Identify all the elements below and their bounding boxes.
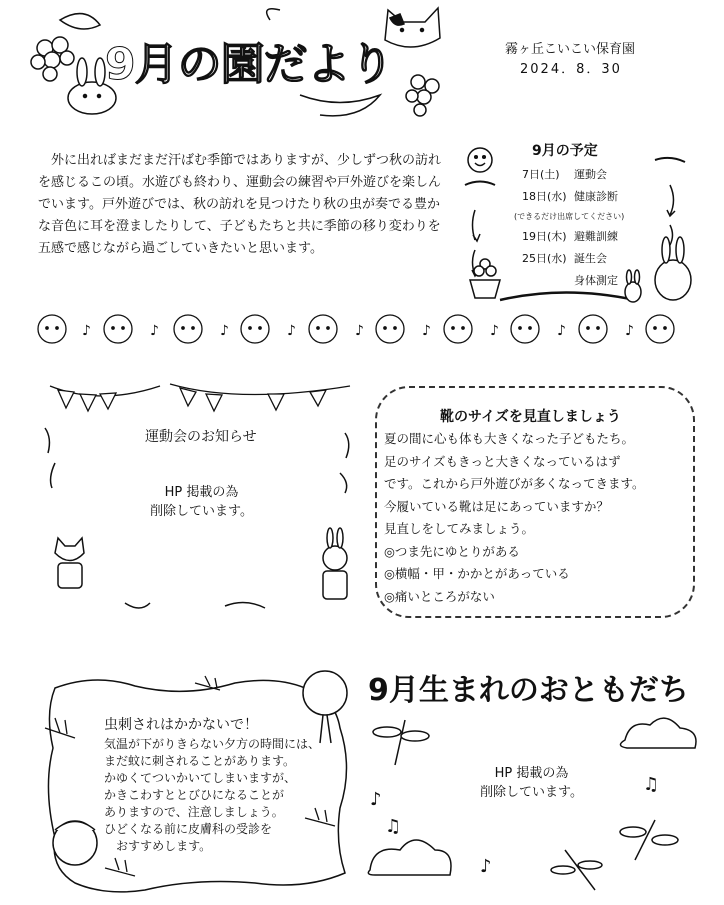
fruit-face-icon (511, 315, 539, 343)
schedule-event: 健康診断 (574, 190, 618, 203)
schedule-date: 19日(木) (522, 230, 567, 243)
fruit-face-icon (174, 315, 202, 343)
rabbit-icon (323, 528, 347, 599)
schedule-row (522, 225, 642, 247)
sports-day-title: 運動会のお知らせ (145, 429, 257, 445)
schedule-row (522, 247, 642, 269)
schedule-date: 7日(土) (522, 168, 560, 181)
music-note-icon: ♪ (625, 323, 634, 339)
cat-icon (55, 538, 84, 588)
dragonfly-icon (551, 820, 678, 890)
page-title: 9月の園だより (105, 39, 393, 90)
shoes-title: 靴のサイズを見直しましょう (440, 409, 621, 425)
dragonfly-icon (373, 720, 429, 765)
dango-icon (470, 259, 500, 298)
fruit-face-icon (646, 315, 674, 343)
fruit-face-icon (444, 315, 472, 343)
birthdays-body (480, 764, 583, 802)
mosquito-line: おすすめします。 (104, 839, 212, 853)
grapes-icon (406, 75, 439, 116)
shoes-line: 見直しをしてみましょう。 (384, 521, 535, 536)
shoes-line: 夏の間に心も体も大きくなった子どもたち。 (384, 431, 635, 446)
mosquito-line: ひどくなる前に皮膚科の受診を (104, 822, 273, 836)
schedule-date: 25日(水) (522, 252, 567, 265)
music-note-icon: ♪ (150, 323, 159, 339)
schedule-note: (できるだけ出席してください) (514, 211, 625, 221)
music-note-icon: ♪ (422, 323, 431, 339)
birthdays-decoration (365, 710, 715, 900)
fruit-face-icon (241, 315, 269, 343)
schedule-event: 避難訓練 (574, 230, 618, 243)
shoes-line: 今履いている靴は足にあっていますか？ (384, 498, 609, 514)
shoes-line: ◎横幅・甲・かかとがあっている (384, 566, 570, 581)
music-note-icon: ♪ (557, 323, 566, 339)
schedule-event: 身体測定 (574, 274, 618, 287)
schedule-event: 誕生会 (574, 252, 607, 265)
shoes-line: ◎つま先にゆとりがある (384, 543, 520, 559)
shoes-line: です。これから戸外遊びが多くなってきます。 (384, 476, 645, 491)
mosquito-line: ありますので、注意しましょう。 (104, 805, 284, 819)
fruit-face-icon (579, 315, 607, 343)
birthdays-line: HP 掲載の為 (494, 766, 569, 781)
shoes-line: ◎痛いところがない (384, 588, 495, 604)
schedule-date: 18日(水) (522, 190, 567, 203)
fruit-face-icon (376, 315, 404, 343)
mosquito-line: 気温が下がりきらない夕方の時間には、 (104, 737, 321, 751)
sports-day-body (150, 483, 253, 521)
intro-paragraph: 外に出ればまだまだ汗ばむ季節ではありますが、少しずつ秋の訪れを感じるこの頃。水遊びも終わり、運動会の練習や戸外遊びを楽しんでいます。戸外遊びでは、秋の訪れを見つけたり秋の虫が奏でる豊かな音色に耳を澄ましたりして、子どもたちと共に季節の移り変わりを五感で感じながら過ごしていきたいと思います。 (38, 153, 442, 256)
music-note-icon: ♫ (385, 816, 402, 837)
child-icon (53, 821, 97, 865)
mosquito-body (104, 736, 334, 855)
tree-icon (303, 671, 347, 743)
sports-day-line: HP 掲載の為 (164, 485, 239, 500)
shoes-line: 足のサイズもきっと大きくなっているはず (384, 453, 621, 469)
birthdays-title: 9月生まれのおともだち (368, 673, 689, 708)
schedule-row (522, 185, 642, 207)
mosquito-line: まだ蚊に刺されることがあります。 (104, 754, 296, 768)
music-note-icon: ♪ (480, 856, 492, 877)
sports-day-line: 削除しています。 (150, 504, 253, 519)
issue-date: 2024．8．30 (520, 62, 622, 77)
music-note-icon: ♪ (220, 323, 229, 339)
schedule-list (514, 163, 642, 291)
schedule-event: 運動会 (574, 168, 607, 181)
grapes-icon (31, 14, 100, 81)
cat-icon (385, 8, 440, 47)
music-note-icon: ♪ (490, 323, 499, 339)
bunting-icon (50, 384, 350, 411)
mosquito-line: かきこわすととびひになることが (104, 788, 285, 802)
birthdays-line: 削除しています。 (480, 785, 583, 800)
music-note-icon: ♫ (643, 774, 660, 795)
schedule-row (522, 269, 642, 291)
schedule-row (522, 163, 642, 185)
shoes-body (384, 428, 684, 608)
mosquito-title: 虫刺されはかかないで！ (104, 717, 258, 733)
fruit-face-icon (309, 315, 337, 343)
music-note-icon: ♪ (82, 323, 91, 339)
smile-icon (468, 148, 492, 172)
music-note-icon: ♪ (370, 789, 382, 810)
music-note-icon: ♪ (287, 323, 296, 339)
music-note-icon: ♪ (355, 323, 364, 339)
mosquito-line: かゆくてついかいてしまいますが、 (104, 771, 297, 785)
fruit-face-icon (104, 315, 132, 343)
fruit-face-icon (38, 315, 66, 343)
schedule-title: 9月の予定 (532, 143, 598, 159)
organization-name: 霧ヶ丘こいこい保育園 (505, 42, 636, 57)
fruit-divider (30, 305, 700, 350)
